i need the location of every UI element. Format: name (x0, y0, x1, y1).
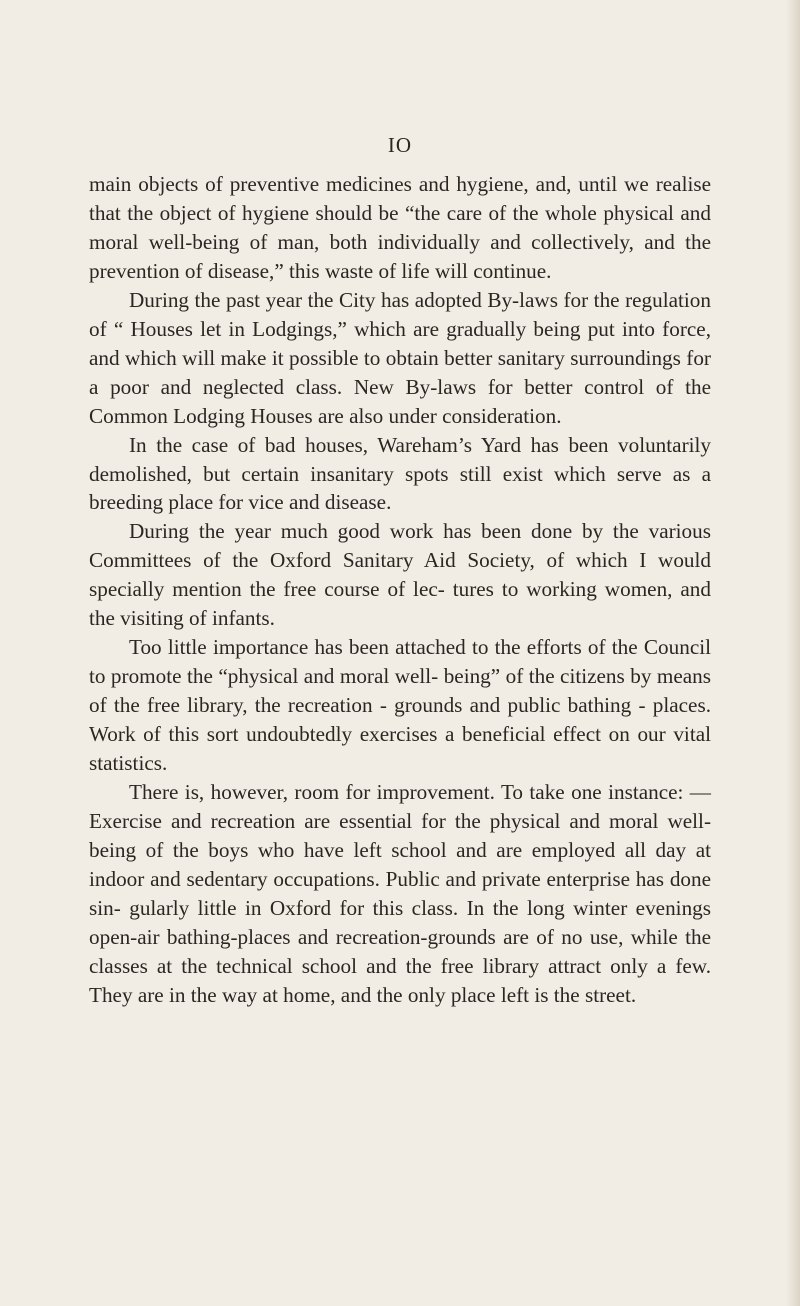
page-number: IO (387, 133, 413, 157)
paragraph-2: During the past year the City has adopted By-laws for the regulation of “ Houses let in Lodgings,” which are gradually being put into force, and which will make it possible to obtain better sanitary surroundings for a poor and neglected class. New By-laws for better control of the Common Lodging Houses are also under consideration. (89, 287, 711, 428)
paragraph-4: During the year much good work has been done by the various Committees of the Oxford Sanitary Aid Society, of which I would specially mention the free course of lec- tures to working women, and the visiting of infants. (89, 519, 711, 631)
paragraph-6: There is, however, room for improvement. To take one instance: — Exercise and recreation are essential for the physical and moral well-being of the boys who have left school and are employed all day at indoor and sedentary occupations. Public and private enterprise has done sin- gularly little in Oxford for this class. In the long winter evenings open-air bathing-places and recreation-grounds are of no use, while the classes at the technical school and the free library attract only a few. They are in the way at home, and the only place left is the street. (89, 780, 711, 1007)
body-text (89, 170, 711, 1010)
paragraph-1: main objects of preventive medicines and hygiene, and, until we realise that the object of hygiene should be “the care of the whole physical and moral well-being of man, both individually and collectively, and the prevention of disease,” this waste of life will continue. (89, 172, 711, 283)
paragraph-3: In the case of bad houses, Wareham’s Yard has been voluntarily demolished, but certain insanitary spots still exist which serve as a breeding place for vice and disease. (89, 432, 711, 515)
page-edge-shadow (786, 0, 800, 1306)
paragraph-5: Too little importance has been attached to the efforts of the Council to promote the “physical and moral well- being” of the citizens by means of the free library, the recreation - grounds and public bathing - places. Work of this sort undoubtedly exercises a beneficial effect on our vital statistics. (89, 635, 711, 776)
